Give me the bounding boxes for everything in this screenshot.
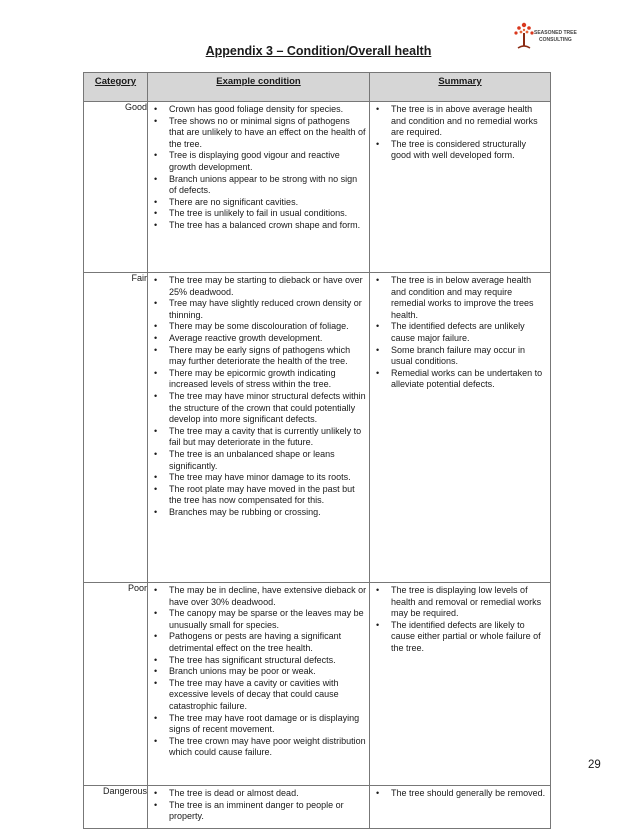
page-number: 29 (588, 759, 601, 771)
list-item: • The canopy may be sparse or the leaves may be unusually small for species. (148, 608, 367, 631)
logo-text (534, 30, 577, 44)
list-item: • Tree may have slightly reduced crown density or thinning. (148, 298, 367, 321)
list-item: • The tree crown may have poor weight distribution which could cause failure. (148, 736, 367, 759)
list-item: • The identified defects are likely to cause either partial or whole failure of the tree. (370, 620, 548, 655)
header-category: Category (84, 73, 148, 102)
list-item: • The tree is in above average health and condition and no remedial works are required. (370, 104, 548, 139)
list-item: • Tree is displaying good vigour and reactive growth development. (148, 150, 367, 173)
list-item: • Average reactive growth development. (148, 333, 367, 345)
table-row-poor (84, 583, 551, 786)
summary-cell (370, 273, 551, 583)
list-item: • Remedial works can be undertaken to alleviate potential defects. (370, 368, 548, 391)
list-item: • There may be epicormic growth indicating increased levels of stress within the tree. (148, 368, 367, 391)
list-item: • The tree may have minor structural defects within the structure of the crown that could potentially develop into more significant defects. (148, 391, 367, 426)
header-summary: Summary (370, 73, 551, 102)
example-cell (148, 583, 370, 786)
list-item: • The identified defects are unlikely cause major failure. (370, 321, 548, 344)
example-cell (148, 273, 370, 583)
list-item: • Branch unions appear to be strong with no sign of defects. (148, 174, 367, 197)
list-item: • The tree is considered structurally good with well developed form. (370, 139, 548, 162)
summary-list (370, 102, 550, 163)
list-item: • The tree is in below average health and condition and may require remedial works to improve the trees health. (370, 275, 548, 321)
summary-list (370, 273, 550, 392)
list-item: • The tree is an unbalanced shape or leans significantly. (148, 449, 367, 472)
list-item: • There are no significant cavities. (148, 197, 367, 209)
list-item: • The tree may have a cavity or cavities with excessive levels of decay that could cause catastrophic failure. (148, 678, 367, 713)
list-item: • Branches may be rubbing or crossing. (148, 507, 367, 519)
page-title: Appendix 3 – Condition/Overall health (205, 44, 432, 58)
list-item: • The tree may have root damage or is displaying signs of recent movement. (148, 713, 367, 736)
condition-table (83, 72, 551, 829)
list-item: • The tree is dead or almost dead. (148, 788, 367, 800)
example-cell (148, 102, 370, 273)
example-list (148, 786, 369, 824)
logo-line-2: CONSULTING (539, 37, 572, 43)
list-item: • Tree shows no or minimal signs of pathogens that are unlikely to have an effect on the health of the tree. (148, 116, 367, 151)
list-item: • The may be in decline, have extensive dieback or have over 30% deadwood. (148, 585, 367, 608)
list-item: • The tree is unlikely to fail in usual conditions. (148, 208, 367, 220)
table-row-good (84, 102, 551, 273)
category-cell: Good (84, 102, 148, 273)
list-item: • The tree has significant structural defects. (148, 655, 367, 667)
list-item: • There may be early signs of pathogens which may further deteriorate the health of the tree. (148, 345, 367, 368)
example-list (148, 102, 369, 233)
table-header-row (84, 73, 551, 102)
list-item: • The tree may be starting to dieback or have over 25% deadwood. (148, 275, 367, 298)
list-item: • The tree is an imminent danger to people or property. (148, 800, 367, 823)
summary-cell (370, 583, 551, 786)
category-cell: Dangerous (84, 786, 148, 829)
logo-line-1: SEASONED TREE (534, 30, 577, 36)
summary-list (370, 583, 550, 656)
category-cell: Poor (84, 583, 148, 786)
header-example-condition: Example condition (148, 73, 370, 102)
list-item: • The tree may have minor damage to its roots. (148, 472, 367, 484)
table-row-fair (84, 273, 551, 583)
list-item: • The tree has a balanced crown shape and form. (148, 220, 367, 232)
example-cell (148, 786, 370, 829)
example-list (148, 583, 369, 760)
list-item: • Some branch failure may occur in usual conditions. (370, 345, 548, 368)
list-item: • The tree is displaying low levels of health and removal or remedial works may be required. (370, 585, 548, 620)
list-item: • Pathogens or pests are having a significant detrimental effect on the tree health. (148, 631, 367, 654)
list-item: • The root plate may have moved in the past but the tree has now compensated for this. (148, 484, 367, 507)
summary-cell (370, 102, 551, 273)
list-item: • The tree may a cavity that is currently unlikely to fail but may deteriorate in the future. (148, 426, 367, 449)
list-item: • There may be some discolouration of foliage. (148, 321, 367, 333)
table-row-dangerous (84, 786, 551, 829)
summary-cell (370, 786, 551, 829)
summary-list (370, 786, 550, 801)
list-item: • The tree should generally be removed. (370, 788, 548, 800)
list-item: • Crown has good foliage density for species. (148, 104, 367, 116)
example-list (148, 273, 369, 519)
list-item: • Branch unions may be poor or weak. (148, 666, 367, 678)
category-cell: Fair (84, 273, 148, 583)
